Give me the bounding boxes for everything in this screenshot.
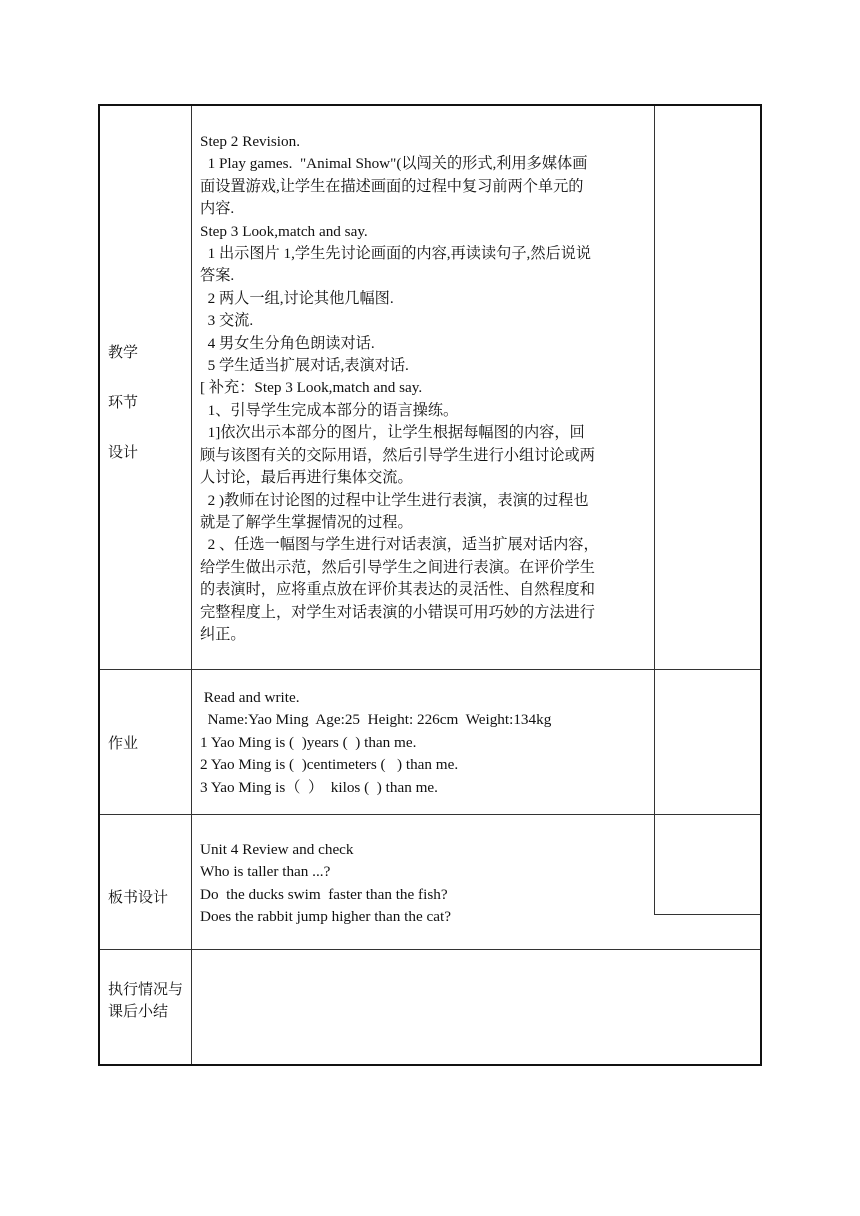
text-line: 就是了解学生掌握情况的过程。 [200, 513, 413, 531]
label-line: 教学 [108, 343, 139, 361]
label-line: 环节 [108, 393, 139, 411]
text-line: 顾与该图有关的交际用语，然后引导学生进行小组讨论或两 [200, 446, 595, 464]
label-line: 设计 [108, 443, 139, 461]
text-line: 1、引导学生完成本部分的语言操练。 [200, 401, 459, 419]
text-line: 5 学生适当扩展对话,表演对话. [200, 357, 409, 375]
text-line: 完整程度上，对学生对话表演的小错误可用巧妙的方法进行 [200, 603, 595, 621]
text-line: Do the ducks swim faster than the fish? [200, 885, 448, 903]
text-line: 答案. [200, 267, 235, 285]
text-line: 人讨论，最后再进行集体交流。 [200, 469, 413, 487]
text-line: 3 交流. [200, 312, 254, 330]
teaching-design-label [108, 340, 138, 490]
teaching-design-label-cell [100, 106, 192, 669]
teaching-design-notes-cell [654, 106, 760, 669]
summary-label-cell [100, 950, 192, 1064]
text-line: 给学生做出示范，然后引导学生之间进行表演。在评价学生 [200, 558, 595, 576]
text-line: 2 Yao Ming is ( )centimeters ( ) than me. [200, 756, 459, 774]
homework-row [100, 670, 760, 815]
text-line: Who is taller than ...? [200, 863, 331, 881]
text-line: Step 2 Revision. [200, 133, 300, 150]
text-line: Name:Yao Ming Age:25 Height: 226cm Weight:134kg [200, 711, 552, 729]
text-line: 1 Play games. "Animal Show"(以闯关的形式,利用多媒体画 [200, 155, 588, 173]
text-line: 2 两人一组,讨论其他几幅图. [200, 289, 394, 307]
board-design-row [100, 815, 760, 950]
text-line: 2 、任选一幅图与学生进行对话表演，适当扩展对话内容， [200, 536, 599, 554]
text-line: 1 Yao Ming is ( )years ( ) than me. [200, 733, 417, 751]
board-design-notes-cell [654, 815, 760, 915]
board-design-content [200, 839, 648, 929]
lesson-plan-table [98, 104, 762, 1066]
homework-content [200, 687, 648, 799]
summary-row [100, 950, 760, 1064]
text-line: 1 出示图片 1,学生先讨论画面的内容,再读读句子,然后说说 [200, 245, 592, 263]
teaching-design-row [100, 106, 760, 670]
board-design-label: 板书设计 [108, 888, 169, 906]
summary-label: 执行情况与课后小结 [108, 980, 184, 1020]
homework-label-cell [100, 670, 192, 814]
text-line: Read and write. [200, 689, 300, 706]
text-line: 1]依次出示本部分的图片，让学生根据每幅图的内容，回 [200, 424, 585, 442]
text-line: 内容. [200, 200, 235, 218]
homework-label: 作业 [108, 734, 139, 752]
text-line: 面设置游戏,让学生在描述画面的过程中复习前两个单元的 [200, 177, 584, 195]
text-line: 4 男女生分角色朗读对话. [200, 334, 375, 352]
text-line: 纠正。 [200, 625, 246, 643]
text-line: Does the rabbit jump higher than the cat? [200, 908, 451, 926]
text-line: 的表演时，应将重点放在评价其表达的灵活性、自然程度和 [200, 581, 595, 599]
text-line: Unit 4 Review and check [200, 841, 354, 858]
board-design-label-cell [100, 815, 192, 949]
text-line: Step 3 Look,match and say. [200, 222, 368, 240]
text-line: [ 补充：Step 3 Look,match and say. [200, 379, 423, 397]
text-line: 2 )教师在讨论图的过程中让学生进行表演，表演的过程也 [200, 491, 589, 509]
teaching-design-content [200, 131, 648, 646]
homework-notes-cell [654, 670, 760, 814]
text-line: 3 Yao Ming is（ ） kilos ( ) than me. [200, 778, 438, 796]
